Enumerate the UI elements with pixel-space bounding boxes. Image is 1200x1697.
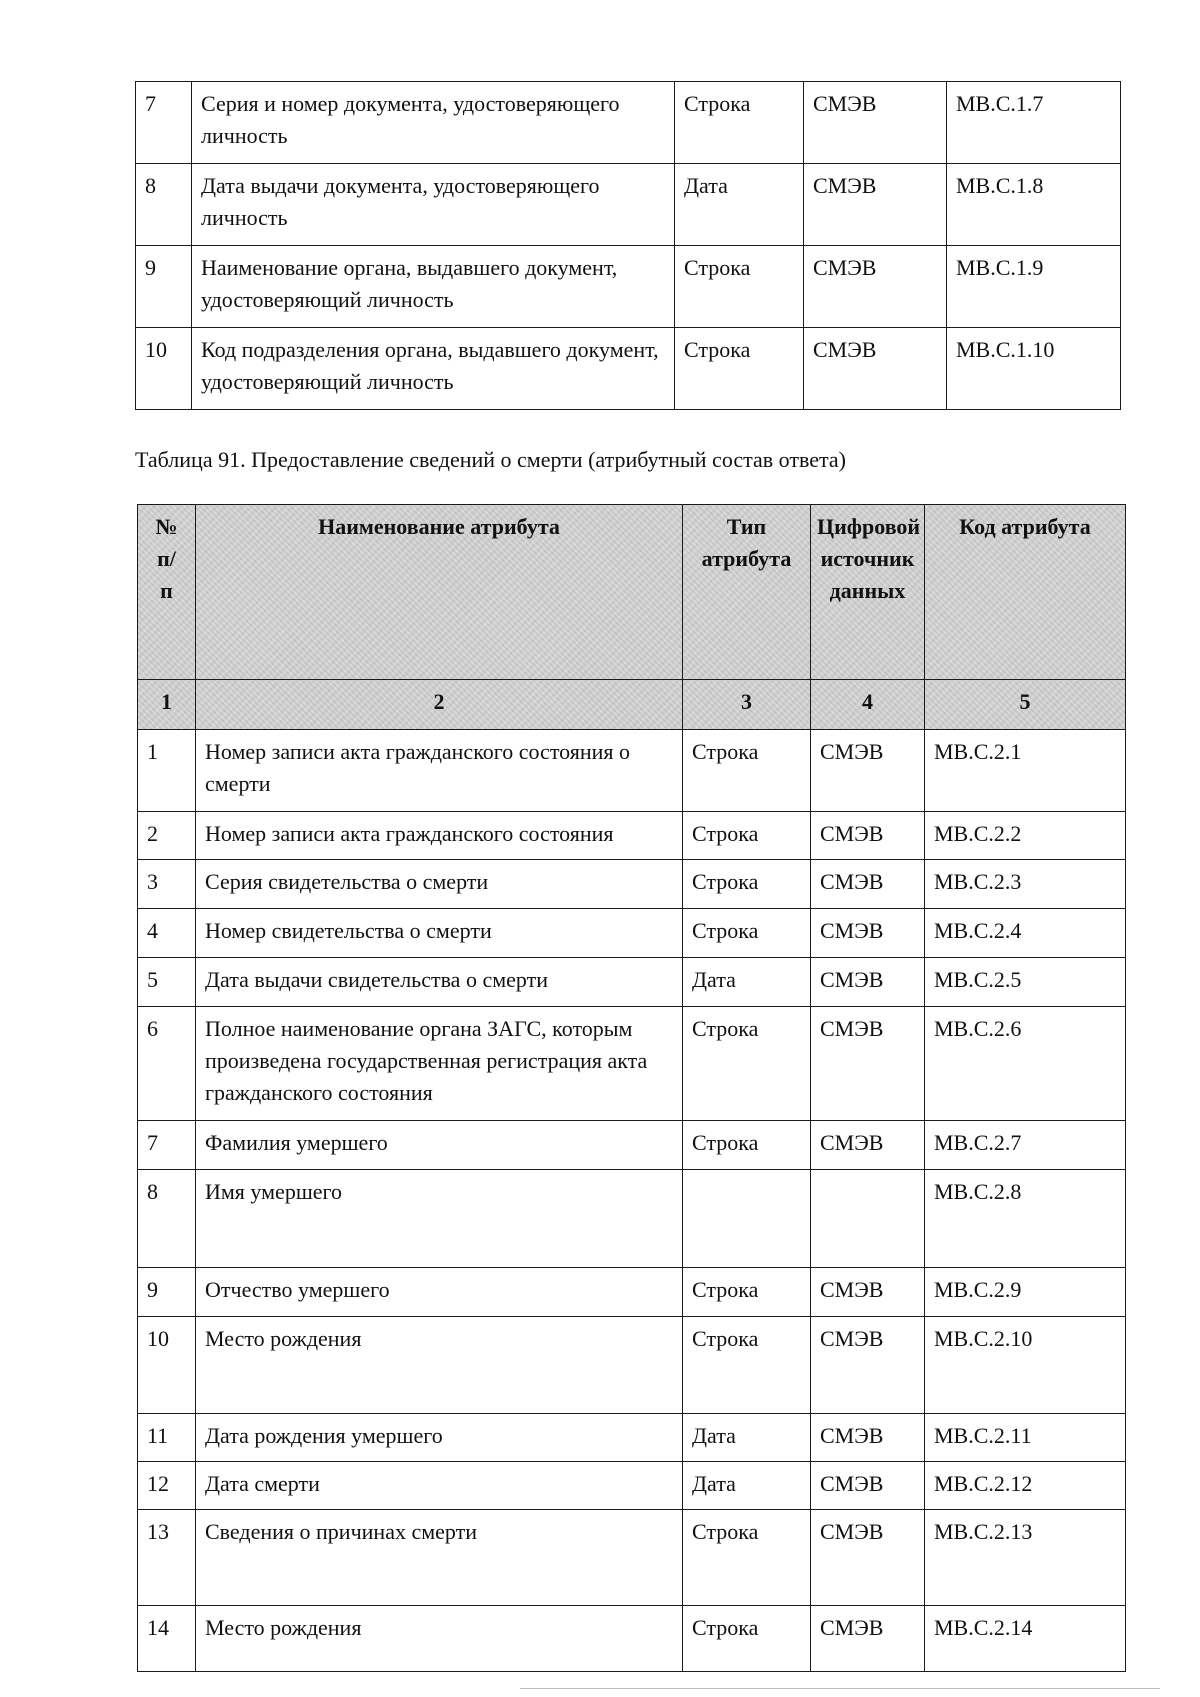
row-number: 13 [138, 1510, 196, 1606]
column-number: 3 [683, 680, 811, 730]
table-row [138, 1170, 1126, 1268]
attribute-type: Строка [683, 1606, 811, 1672]
attribute-type: Строка [683, 1121, 811, 1170]
attribute-code: МВ.С.2.5 [925, 958, 1126, 1007]
table-row [138, 1121, 1126, 1170]
attribute-type: Строка [675, 328, 804, 410]
attribute-name: Фамилия умершего [196, 1121, 683, 1170]
header-attribute-name: Наименование атрибута [196, 505, 683, 680]
attribute-table-continuation [135, 81, 1121, 410]
attribute-name: Дата выдачи документа, удостоверяющего личность [192, 164, 675, 246]
attribute-type [683, 1170, 811, 1268]
attribute-type: Строка [683, 1510, 811, 1606]
attribute-type: Строка [675, 246, 804, 328]
data-source: СМЭВ [811, 1317, 925, 1414]
data-source: СМЭВ [811, 1414, 925, 1462]
table-row [138, 1268, 1126, 1317]
attribute-code: МВ.С.2.14 [925, 1606, 1126, 1672]
table-row [136, 164, 1121, 246]
row-number: 6 [138, 1007, 196, 1121]
row-number: 10 [138, 1317, 196, 1414]
row-number: 11 [138, 1414, 196, 1462]
data-source: СМЭВ [811, 1268, 925, 1317]
data-source [811, 1170, 925, 1268]
attribute-type: Строка [683, 1317, 811, 1414]
attribute-code: МВ.С.2.10 [925, 1317, 1126, 1414]
attribute-name: Серия свидетельства о смерти [196, 860, 683, 909]
table-row [136, 82, 1121, 164]
attribute-code: МВ.С.1.8 [947, 164, 1121, 246]
attribute-code: МВ.С.2.11 [925, 1414, 1126, 1462]
data-source: СМЭВ [811, 1462, 925, 1510]
attribute-code: МВ.С.2.12 [925, 1462, 1126, 1510]
row-number: 10 [136, 328, 192, 410]
column-number: 4 [811, 680, 925, 730]
column-number: 1 [138, 680, 196, 730]
row-number: 5 [138, 958, 196, 1007]
attribute-code: МВ.С.2.1 [925, 730, 1126, 812]
attribute-name: Код подразделения органа, выдавшего документ, удостоверяющий личность [192, 328, 675, 410]
data-source: СМЭВ [804, 164, 947, 246]
table-row [138, 1462, 1126, 1510]
table-row [138, 1414, 1126, 1462]
table-row [136, 246, 1121, 328]
attribute-name: Дата рождения умершего [196, 1414, 683, 1462]
data-source: СМЭВ [811, 860, 925, 909]
attribute-code: МВ.С.2.3 [925, 860, 1126, 909]
attribute-type: Дата [683, 1414, 811, 1462]
table-row [138, 958, 1126, 1007]
row-number: 8 [136, 164, 192, 246]
attribute-code: МВ.С.2.4 [925, 909, 1126, 958]
table-row [138, 730, 1126, 812]
attribute-code: МВ.С.1.9 [947, 246, 1121, 328]
attribute-code: МВ.С.1.7 [947, 82, 1121, 164]
attribute-name: Номер записи акта гражданского состояния о смерти [196, 730, 683, 812]
row-number: 2 [138, 812, 196, 860]
data-source: СМЭВ [804, 82, 947, 164]
attribute-type: Строка [675, 82, 804, 164]
row-number: 9 [138, 1268, 196, 1317]
data-source: СМЭВ [811, 812, 925, 860]
attribute-code: МВ.С.2.9 [925, 1268, 1126, 1317]
attribute-type: Строка [683, 909, 811, 958]
attribute-name: Место рождения [196, 1606, 683, 1672]
table-row [138, 909, 1126, 958]
header-number: № п/п [138, 505, 196, 680]
attribute-name: Номер записи акта гражданского состояния [196, 812, 683, 860]
attribute-type: Строка [683, 1268, 811, 1317]
attribute-type: Дата [683, 958, 811, 1007]
data-source: СМЭВ [811, 1606, 925, 1672]
header-attribute-code: Код атрибута [925, 505, 1126, 680]
attribute-name: Имя умершего [196, 1170, 683, 1268]
table-row [138, 1317, 1126, 1414]
row-number: 8 [138, 1170, 196, 1268]
attribute-code: МВ.С.2.7 [925, 1121, 1126, 1170]
row-number: 4 [138, 909, 196, 958]
attribute-type: Строка [683, 860, 811, 909]
attribute-type: Строка [683, 812, 811, 860]
header-data-source: Цифровой источник данных [811, 505, 925, 680]
data-source: СМЭВ [811, 958, 925, 1007]
row-number: 9 [136, 246, 192, 328]
attribute-type: Дата [683, 1462, 811, 1510]
row-number: 3 [138, 860, 196, 909]
header-attribute-type: Тип атрибута [683, 505, 811, 680]
table-row [138, 1510, 1126, 1606]
attribute-name: Полное наименование органа ЗАГС, которым произведена государственная регистрация акта гражданского состояния [196, 1007, 683, 1121]
attribute-code: МВ.С.2.13 [925, 1510, 1126, 1606]
table-caption: Таблица 91. Предоставление сведений о смерти (атрибутный состав ответа) [135, 447, 846, 472]
attribute-name: Серия и номер документа, удостоверяющего личность [192, 82, 675, 164]
table-row [136, 328, 1121, 410]
attribute-name: Наименование органа, выдавшего документ, удостоверяющий личность [192, 246, 675, 328]
attribute-code: МВ.С.1.10 [947, 328, 1121, 410]
attribute-code: МВ.С.2.2 [925, 812, 1126, 860]
data-source: СМЭВ [811, 730, 925, 812]
attribute-name: Дата смерти [196, 1462, 683, 1510]
data-source: СМЭВ [804, 328, 947, 410]
death-info-attribute-table [137, 504, 1126, 1672]
attribute-code: МВ.С.2.8 [925, 1170, 1126, 1268]
attribute-name: Номер свидетельства о смерти [196, 909, 683, 958]
attribute-name: Дата выдачи свидетельства о смерти [196, 958, 683, 1007]
scan-edge-line [520, 1688, 1160, 1689]
data-source: СМЭВ [811, 1121, 925, 1170]
attribute-type: Дата [675, 164, 804, 246]
data-source: СМЭВ [811, 1007, 925, 1121]
header-row [138, 505, 1126, 680]
row-number: 14 [138, 1606, 196, 1672]
attribute-name: Отчество умершего [196, 1268, 683, 1317]
table-row [138, 1606, 1126, 1672]
row-number: 1 [138, 730, 196, 812]
data-source: СМЭВ [811, 909, 925, 958]
attribute-name: Сведения о причинах смерти [196, 1510, 683, 1606]
column-number: 2 [196, 680, 683, 730]
attribute-type: Строка [683, 1007, 811, 1121]
header-number-row [138, 680, 1126, 730]
data-source: СМЭВ [804, 246, 947, 328]
table-row [138, 812, 1126, 860]
data-source: СМЭВ [811, 1510, 925, 1606]
table-row [138, 860, 1126, 909]
column-number: 5 [925, 680, 1126, 730]
row-number: 7 [136, 82, 192, 164]
attribute-name: Место рождения [196, 1317, 683, 1414]
attribute-type: Строка [683, 730, 811, 812]
table-row [138, 1007, 1126, 1121]
attribute-code: МВ.С.2.6 [925, 1007, 1126, 1121]
row-number: 12 [138, 1462, 196, 1510]
row-number: 7 [138, 1121, 196, 1170]
